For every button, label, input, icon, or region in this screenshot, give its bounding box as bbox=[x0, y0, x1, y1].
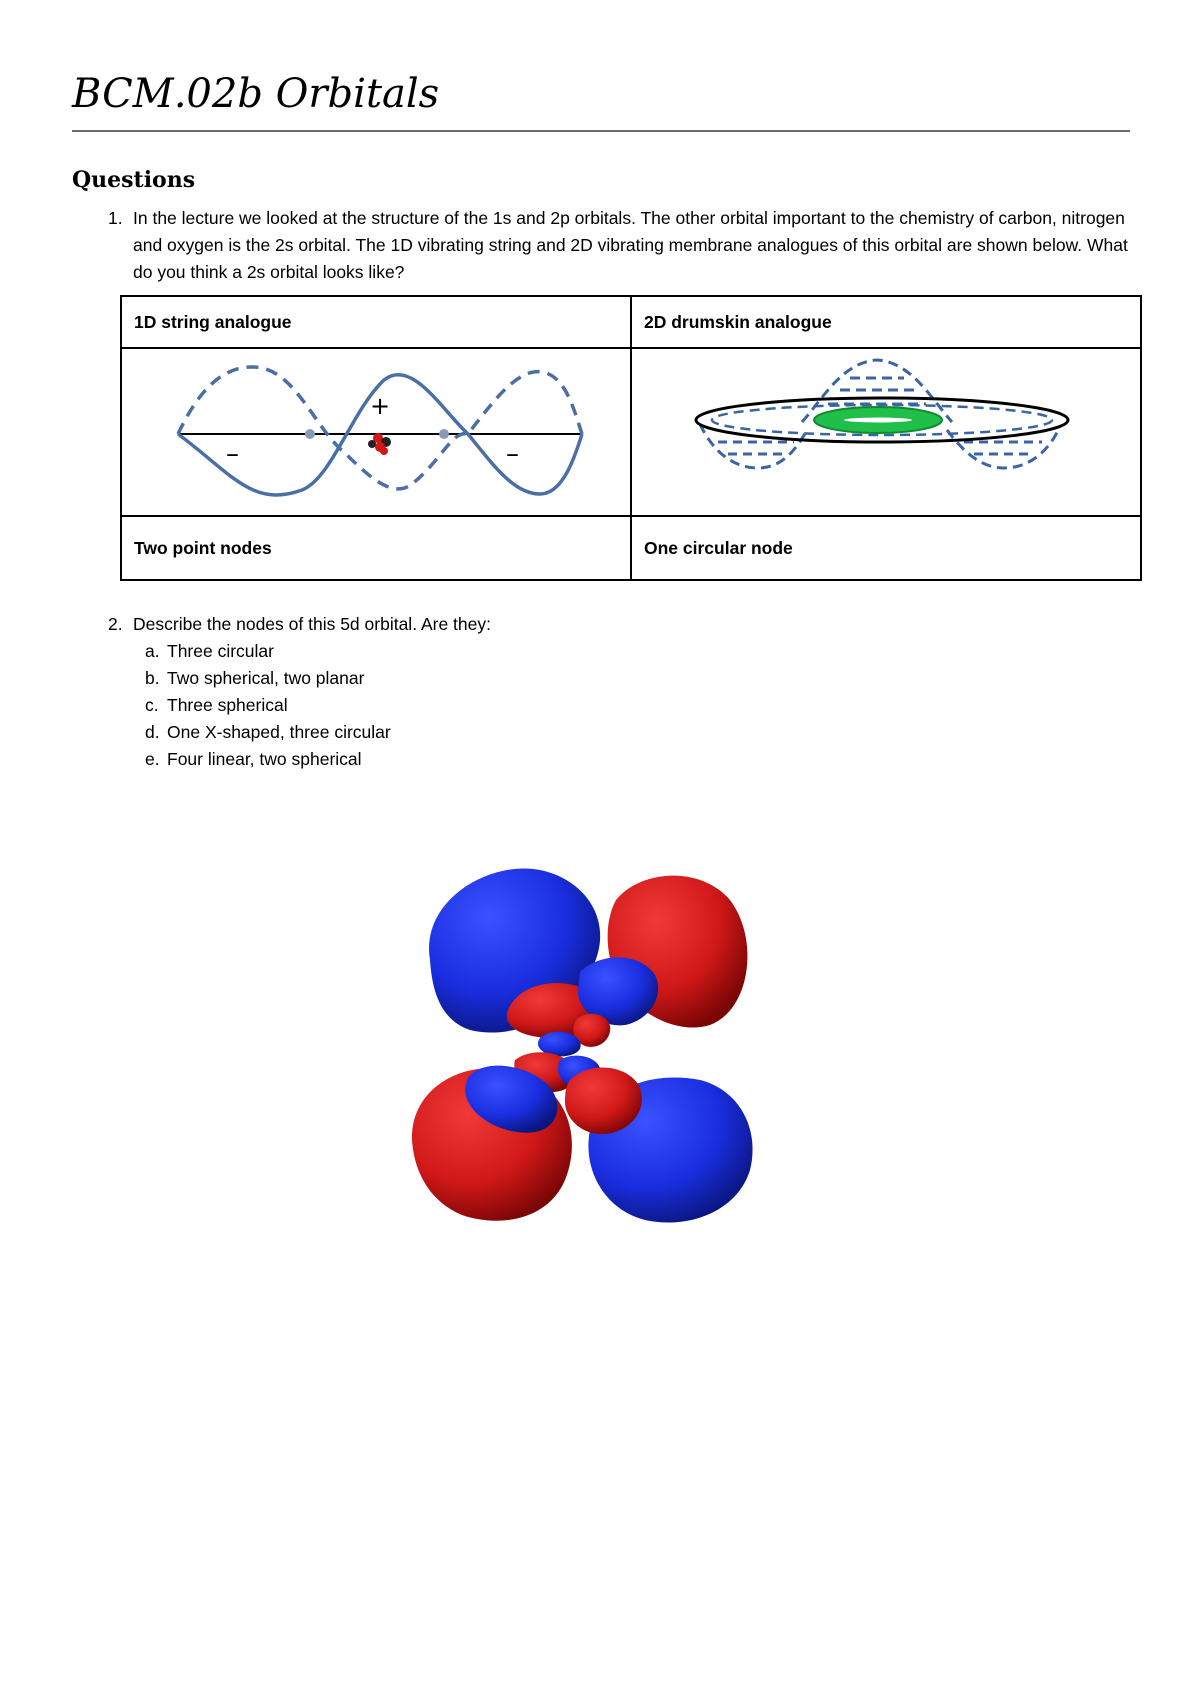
nucleus-icon bbox=[368, 433, 391, 455]
option-letter: b. bbox=[145, 668, 160, 688]
option-letter: a. bbox=[145, 641, 160, 661]
option-text: Three spherical bbox=[167, 695, 288, 715]
question-2-text: Describe the nodes of this 5d orbital. Are they: bbox=[133, 614, 491, 634]
drumskin-analogue-diagram bbox=[632, 350, 1141, 514]
table-header-1d: 1D string analogue bbox=[121, 296, 631, 348]
table-header-2d: 2D drumskin analogue bbox=[631, 296, 1141, 348]
trough-hatching bbox=[718, 442, 1042, 454]
option-letter: c. bbox=[145, 695, 159, 715]
option-letter: e. bbox=[145, 749, 160, 769]
string-analogue-diagram bbox=[122, 350, 631, 514]
table-caption-1d: Two point nodes bbox=[121, 516, 631, 580]
option-a bbox=[145, 638, 274, 665]
peak-hatching bbox=[828, 378, 926, 404]
string-analogue-cell bbox=[121, 348, 631, 516]
table-caption-2d: One circular node bbox=[631, 516, 1141, 580]
section-heading: Questions bbox=[72, 167, 196, 193]
option-text: Four linear, two spherical bbox=[167, 749, 362, 769]
option-b bbox=[145, 665, 364, 692]
circular-node-highlight bbox=[844, 418, 912, 423]
node-point-left bbox=[305, 429, 315, 439]
title-rule bbox=[72, 130, 1130, 132]
5d-orbital-image bbox=[400, 860, 800, 1280]
option-letter: d. bbox=[145, 722, 160, 742]
option-e bbox=[145, 746, 362, 773]
drumskin-analogue-cell bbox=[631, 348, 1141, 516]
option-text: Three circular bbox=[167, 641, 274, 661]
node-point-right bbox=[439, 429, 449, 439]
option-d bbox=[145, 719, 391, 746]
option-c bbox=[145, 692, 288, 719]
page-title: BCM.02b Orbitals bbox=[72, 71, 440, 117]
question-2-number: 2. bbox=[108, 614, 123, 634]
option-text: One X-shaped, three circular bbox=[167, 722, 391, 742]
question-1-number: 1. bbox=[108, 208, 123, 228]
option-text: Two spherical, two planar bbox=[167, 668, 365, 688]
question-1-text: In the lecture we looked at the structure of the 1s and 2p orbitals. The other orbital important to the chemistry of carbon, nitrogen and oxygen is the 2s orbital. The 1D vibrating string and 2D vibrating membrane analogues of this orbital are shown below. What do you think a 2s orbital looks like? bbox=[133, 208, 1128, 282]
sign-minus-right: – bbox=[506, 439, 519, 469]
analogues-table bbox=[120, 295, 1142, 581]
sign-plus: + bbox=[370, 392, 391, 420]
sign-minus-left: – bbox=[226, 439, 239, 469]
